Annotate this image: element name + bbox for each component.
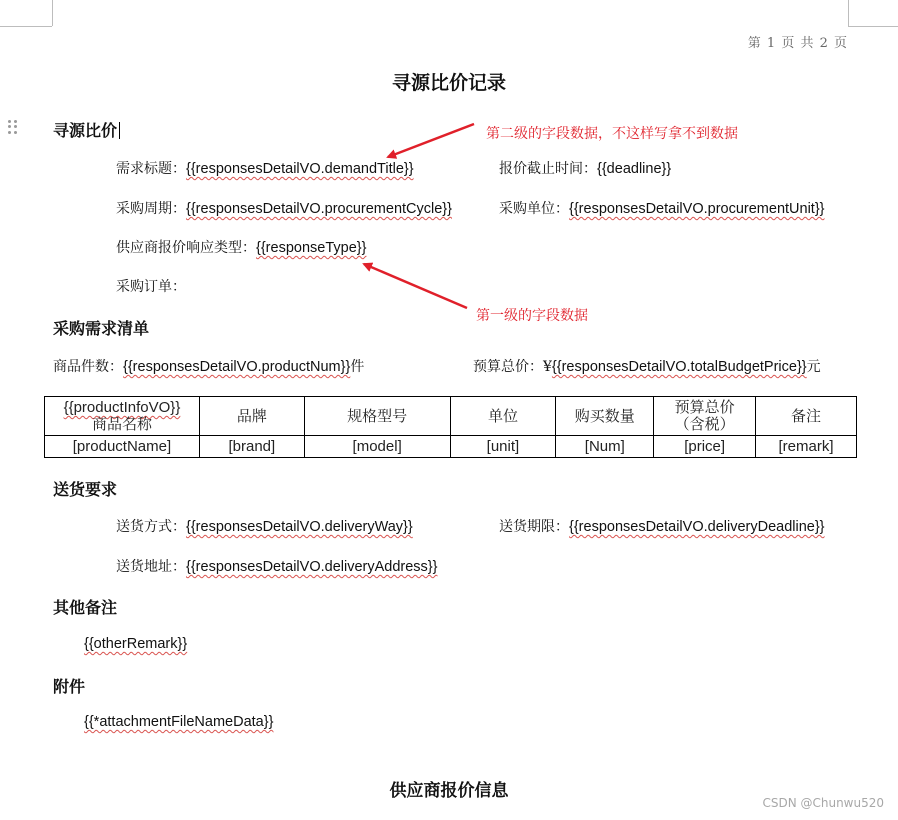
deadline-label: 报价截止时间： — [499, 161, 597, 177]
text-cursor — [119, 122, 120, 139]
delivery-deadline-label: 送货期限： — [499, 519, 569, 535]
budget-label: 预算总价：¥ — [473, 359, 552, 375]
heading-attachment[interactable]: 附件 — [53, 677, 86, 696]
supplier-quote-heading[interactable]: 供应商报价信息 — [389, 781, 509, 801]
other-remark-field[interactable]: {{otherRemark}} — [84, 636, 188, 652]
cell-price[interactable]: [price] — [654, 436, 756, 458]
product-name-header-text: 商品名称 — [91, 415, 152, 433]
product-table[interactable] — [44, 396, 857, 458]
response-type-label: 供应商报价响应类型： — [116, 240, 256, 256]
page-number: 第 1 页 共 2 页 — [747, 36, 848, 51]
watermark: CSDN @Chunwu520 — [762, 796, 884, 810]
table-header-row — [45, 397, 857, 436]
drag-handle-icon[interactable] — [8, 120, 18, 134]
delivery-address-field[interactable]: {{responsesDetailVO.deliveryAddress}} — [186, 559, 438, 575]
annotation-second-level: 第二级的字段数据，不这样写拿不到数据 — [486, 126, 738, 142]
crop-mark-top-right-vertical — [848, 0, 849, 26]
deadline-field[interactable]: {{deadline}} — [597, 161, 672, 177]
product-num-suffix: 件 — [350, 359, 365, 375]
crop-mark-top-left — [0, 26, 52, 27]
heading-sourcing-text: 寻源比价 — [53, 121, 118, 140]
heading-sourcing[interactable] — [53, 118, 120, 141]
product-num-field[interactable]: {{responsesDetailVO.productNum}} — [123, 359, 351, 375]
heading-other-remark[interactable]: 其他备注 — [53, 598, 118, 617]
delivery-address-label: 送货地址： — [116, 559, 186, 575]
budget-suffix: 元 — [806, 359, 821, 375]
arrow-to-response-type — [364, 264, 467, 308]
purchase-order-line[interactable] — [116, 276, 186, 296]
header-brand[interactable]: 品牌 — [199, 397, 304, 436]
delivery-deadline-field[interactable]: {{responsesDetailVO.deliveryDeadline}} — [569, 519, 825, 535]
table-row — [45, 436, 857, 458]
budget-line[interactable] — [473, 356, 821, 376]
cell-remark[interactable]: [remark] — [756, 436, 857, 458]
product-num-line[interactable] — [53, 356, 364, 376]
header-unit[interactable]: 单位 — [450, 397, 556, 436]
procurement-unit-label: 采购单位： — [499, 201, 569, 217]
product-info-field[interactable]: {{productInfoVO}} — [63, 399, 181, 416]
crop-mark-top-left-vertical — [52, 0, 53, 26]
crop-mark-top-right — [848, 26, 898, 27]
header-model[interactable]: 规格型号 — [304, 397, 450, 436]
cell-product-name[interactable]: [productName] — [45, 436, 200, 458]
arrow-to-demand-title — [388, 124, 474, 157]
procurement-cycle-field[interactable]: {{responsesDetailVO.procurementCycle}} — [186, 201, 452, 217]
purchase-order-label: 采购订单： — [116, 279, 186, 295]
document-title: 寻源比价记录 — [391, 72, 506, 94]
other-remark-line[interactable] — [84, 636, 187, 652]
response-type-field[interactable]: {{responseType}} — [256, 240, 367, 256]
procurement-cycle-label: 采购周期： — [116, 201, 186, 217]
header-price[interactable] — [654, 397, 756, 436]
cell-model[interactable]: [model] — [304, 436, 450, 458]
response-type-line[interactable] — [116, 237, 366, 257]
header-price-line2: （含税） — [674, 415, 735, 433]
attachment-line[interactable] — [84, 714, 273, 730]
header-quantity[interactable]: 购买数量 — [556, 397, 654, 436]
attachment-field[interactable]: {{*attachmentFileNameData}} — [84, 714, 274, 730]
product-num-label: 商品件数： — [53, 359, 123, 375]
cell-brand[interactable]: [brand] — [199, 436, 304, 458]
demand-title-label: 需求标题： — [116, 161, 186, 177]
procurement-unit-line[interactable] — [499, 198, 825, 218]
heading-delivery[interactable]: 送货要求 — [53, 480, 118, 499]
header-product-name[interactable] — [45, 397, 200, 436]
demand-title-line[interactable] — [116, 158, 414, 178]
header-remark[interactable]: 备注 — [756, 397, 857, 436]
delivery-way-line[interactable] — [116, 516, 413, 536]
annotation-first-level: 第一级的字段数据 — [476, 308, 588, 324]
budget-field[interactable]: {{responsesDetailVO.totalBudgetPrice}} — [551, 359, 807, 375]
delivery-way-label: 送货方式： — [116, 519, 186, 535]
cell-num[interactable]: [Num] — [556, 436, 654, 458]
header-price-line1: 预算总价 — [674, 398, 735, 416]
delivery-deadline-line[interactable] — [499, 516, 825, 536]
delivery-way-field[interactable]: {{responsesDetailVO.deliveryWay}} — [186, 519, 413, 535]
demand-title-field[interactable]: {{responsesDetailVO.demandTitle}} — [186, 161, 414, 177]
heading-demand-list[interactable]: 采购需求清单 — [53, 319, 150, 338]
procurement-cycle-line[interactable] — [116, 198, 452, 218]
deadline-line[interactable] — [499, 158, 671, 178]
procurement-unit-field[interactable]: {{responsesDetailVO.procurementUnit}} — [569, 201, 825, 217]
delivery-address-line[interactable] — [116, 556, 437, 576]
cell-unit[interactable]: [unit] — [450, 436, 556, 458]
